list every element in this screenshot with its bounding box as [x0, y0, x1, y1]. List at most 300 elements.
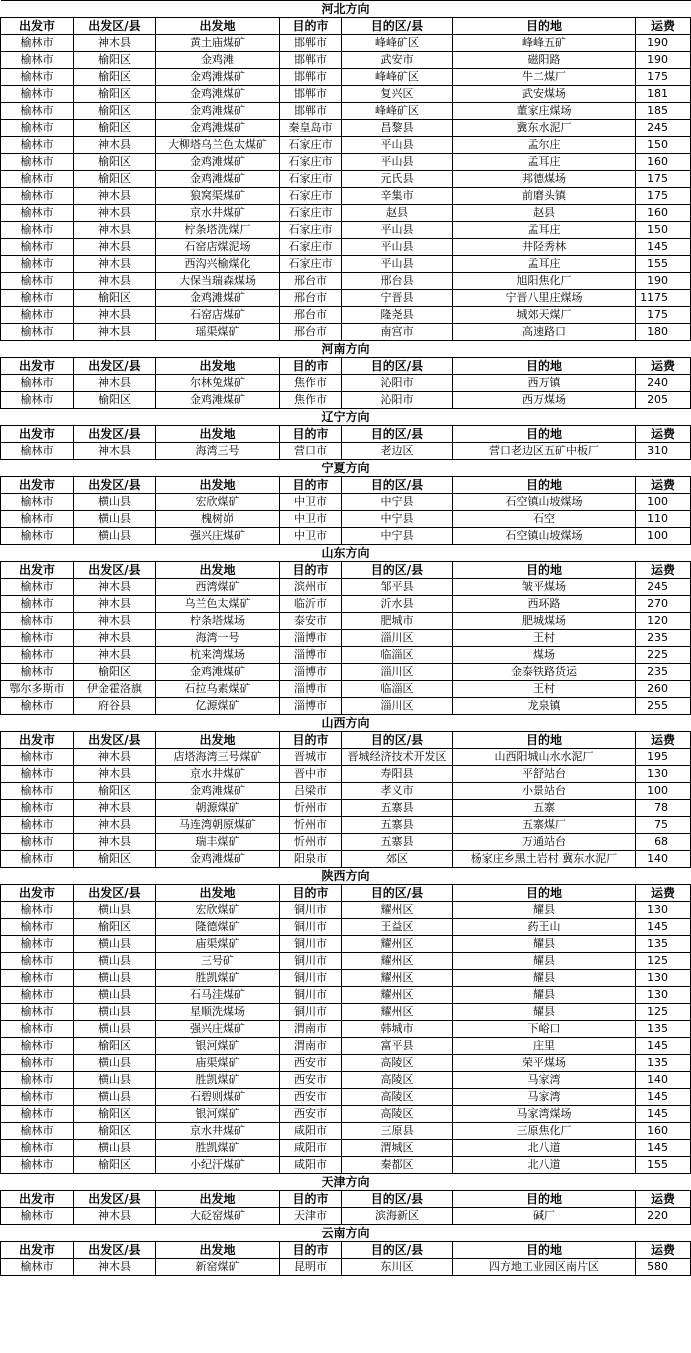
freight-fee-cell: 145	[636, 1140, 691, 1157]
table-row	[1, 630, 691, 647]
table-cell: 城郊天煤厂	[453, 307, 636, 324]
table-cell: 高陵区	[342, 1106, 453, 1123]
freight-fee-cell: 181	[636, 86, 691, 103]
table-cell: 邢台市	[280, 273, 342, 290]
table-row	[1, 817, 691, 834]
table-cell: 横山县	[74, 1004, 156, 1021]
table-cell: 三原县	[342, 1123, 453, 1140]
table-cell: 西安市	[280, 1072, 342, 1089]
section-title: 山东方向	[1, 545, 691, 562]
column-header-row	[1, 732, 691, 749]
table-cell: 晋城经济技术开发区	[342, 749, 453, 766]
table-cell: 老边区	[342, 443, 453, 460]
freight-fee-cell: 145	[636, 1089, 691, 1106]
table-cell: 五寨县	[342, 800, 453, 817]
freight-fee-cell: 310	[636, 443, 691, 460]
table-cell: 榆林市	[1, 511, 74, 528]
table-cell: 石家庄市	[280, 222, 342, 239]
table-cell: 杭来湾煤场	[156, 647, 280, 664]
table-cell: 淄博市	[280, 681, 342, 698]
table-cell: 强兴庄煤矿	[156, 1021, 280, 1038]
table-cell: 孟耳庄	[453, 222, 636, 239]
table-cell: 横山县	[74, 936, 156, 953]
table-cell: 榆阳区	[74, 52, 156, 69]
table-cell: 邢台县	[342, 273, 453, 290]
table-cell: 神木县	[74, 834, 156, 851]
table-cell: 榆林市	[1, 273, 74, 290]
table-row	[1, 1072, 691, 1089]
table-cell: 平山县	[342, 256, 453, 273]
table-cell: 赵县	[453, 205, 636, 222]
freight-fee-cell: 78	[636, 800, 691, 817]
table-cell: 横山县	[74, 1089, 156, 1106]
table-cell: 神木县	[74, 35, 156, 52]
table-cell: 强兴庄煤矿	[156, 528, 280, 545]
table-cell: 董家庄煤场	[453, 103, 636, 120]
column-header: 运费	[636, 358, 691, 375]
table-cell: 府谷县	[74, 698, 156, 715]
table-row	[1, 256, 691, 273]
table-cell: 天津市	[280, 1208, 342, 1225]
freight-fee-cell: 245	[636, 120, 691, 137]
table-cell: 秦都区	[342, 1157, 453, 1174]
table-cell: 榆林市	[1, 834, 74, 851]
section-title: 河北方向	[1, 1, 691, 18]
table-cell: 高陵区	[342, 1055, 453, 1072]
column-header: 运费	[636, 562, 691, 579]
table-cell: 石家庄市	[280, 154, 342, 171]
column-header: 目的地	[453, 18, 636, 35]
table-cell: 榆林市	[1, 1055, 74, 1072]
column-header: 出发市	[1, 732, 74, 749]
freight-fee-cell: 100	[636, 783, 691, 800]
table-cell: 峰峰矿区	[342, 35, 453, 52]
column-header: 出发市	[1, 477, 74, 494]
table-cell: 昌黎县	[342, 120, 453, 137]
freight-fee-cell: 150	[636, 222, 691, 239]
table-cell: 伊金霍洛旗	[74, 681, 156, 698]
table-cell: 邢台市	[280, 307, 342, 324]
table-cell: 淄博市	[280, 698, 342, 715]
table-cell: 神木县	[74, 579, 156, 596]
table-cell: 榆阳区	[74, 783, 156, 800]
table-cell: 武安煤场	[453, 86, 636, 103]
freight-fee-cell: 225	[636, 647, 691, 664]
table-cell: 孟耳庄	[453, 256, 636, 273]
table-cell: 淄博市	[280, 630, 342, 647]
table-cell: 横山县	[74, 494, 156, 511]
column-header: 出发区/县	[74, 477, 156, 494]
table-cell: 榆林市	[1, 35, 74, 52]
table-cell: 临淄区	[342, 647, 453, 664]
table-cell: 榆林市	[1, 120, 74, 137]
table-cell: 咸阳市	[280, 1157, 342, 1174]
table-cell: 铜川市	[280, 936, 342, 953]
column-header: 目的区/县	[342, 358, 453, 375]
freight-fee-cell: 1175	[636, 290, 691, 307]
column-header: 出发地	[156, 426, 280, 443]
table-row	[1, 664, 691, 681]
table-cell: 咸阳市	[280, 1123, 342, 1140]
table-row	[1, 528, 691, 545]
table-cell: 榆林市	[1, 307, 74, 324]
freight-fee-cell: 100	[636, 528, 691, 545]
table-cell: 庙渠煤矿	[156, 936, 280, 953]
table-cell: 铜川市	[280, 970, 342, 987]
table-cell: 下峪口	[453, 1021, 636, 1038]
table-cell: 磁阳路	[453, 52, 636, 69]
table-row	[1, 613, 691, 630]
table-row	[1, 579, 691, 596]
table-cell: 中卫市	[280, 511, 342, 528]
table-row	[1, 86, 691, 103]
section-title: 天津方向	[1, 1174, 691, 1191]
table-cell: 榆林市	[1, 52, 74, 69]
table-cell: 榆林市	[1, 664, 74, 681]
table-cell: 榆阳区	[74, 392, 156, 409]
column-header: 目的地	[453, 1242, 636, 1259]
table-row	[1, 800, 691, 817]
table-cell: 辛集市	[342, 188, 453, 205]
table-cell: 鄂尔多斯市	[1, 681, 74, 698]
table-cell: 金鸡滩煤矿	[156, 154, 280, 171]
table-cell: 王益区	[342, 919, 453, 936]
freight-fee-cell: 175	[636, 69, 691, 86]
column-header: 目的区/县	[342, 562, 453, 579]
column-header: 目的市	[280, 358, 342, 375]
table-cell: 三原焦化厂	[453, 1123, 636, 1140]
table-cell: 神木县	[74, 647, 156, 664]
column-header: 出发市	[1, 426, 74, 443]
table-cell: 忻州市	[280, 834, 342, 851]
table-cell: 榆林市	[1, 239, 74, 256]
table-row	[1, 596, 691, 613]
table-cell: 耀县	[453, 970, 636, 987]
table-cell: 榆林市	[1, 970, 74, 987]
table-cell: 横山县	[74, 1072, 156, 1089]
table-cell: 荣平煤场	[453, 1055, 636, 1072]
table-cell: 店塔海湾三号煤矿	[156, 749, 280, 766]
table-cell: 神木县	[74, 630, 156, 647]
freight-fee-cell: 130	[636, 766, 691, 783]
table-row	[1, 970, 691, 987]
freight-fee-cell: 135	[636, 1021, 691, 1038]
table-cell: 王村	[453, 681, 636, 698]
table-cell: 榆林市	[1, 902, 74, 919]
freight-fee-cell: 220	[636, 1208, 691, 1225]
column-header: 出发区/县	[74, 18, 156, 35]
column-header: 运费	[636, 426, 691, 443]
freight-fee-cell: 155	[636, 256, 691, 273]
table-cell: 中卫市	[280, 494, 342, 511]
column-header: 目的市	[280, 477, 342, 494]
column-header-row	[1, 562, 691, 579]
table-cell: 峰峰矿区	[342, 103, 453, 120]
table-cell: 金鸡滩煤矿	[156, 103, 280, 120]
column-header: 运费	[636, 1242, 691, 1259]
column-header-row	[1, 477, 691, 494]
column-header: 出发区/县	[74, 732, 156, 749]
table-cell: 孟耳庄	[453, 154, 636, 171]
table-cell: 寿阳县	[342, 766, 453, 783]
column-header: 出发地	[156, 732, 280, 749]
table-cell: 榆林市	[1, 528, 74, 545]
table-cell: 榆林市	[1, 783, 74, 800]
table-row	[1, 137, 691, 154]
table-cell: 碱厂	[453, 1208, 636, 1225]
table-cell: 山西阳城山水水泥厂	[453, 749, 636, 766]
table-cell: 榆林市	[1, 630, 74, 647]
table-cell: 高陵区	[342, 1089, 453, 1106]
table-cell: 三号矿	[156, 953, 280, 970]
column-header: 出发地	[156, 18, 280, 35]
table-cell: 石碧则煤矿	[156, 1089, 280, 1106]
table-cell: 神木县	[74, 222, 156, 239]
table-cell: 肥城市	[342, 613, 453, 630]
table-cell: 铜川市	[280, 953, 342, 970]
table-cell: 银河煤矿	[156, 1038, 280, 1055]
table-cell: 王村	[453, 630, 636, 647]
table-cell: 秦皇岛市	[280, 120, 342, 137]
freight-fee-cell: 190	[636, 273, 691, 290]
column-header: 出发地	[156, 885, 280, 902]
table-cell: 耀州区	[342, 936, 453, 953]
table-cell: 邢台市	[280, 324, 342, 341]
table-cell: 咸阳市	[280, 1140, 342, 1157]
table-cell: 马家湾	[453, 1089, 636, 1106]
column-header: 目的市	[280, 426, 342, 443]
table-cell: 海湾一号	[156, 630, 280, 647]
freight-fee-cell: 100	[636, 494, 691, 511]
table-cell: 平山县	[342, 222, 453, 239]
table-cell: 焦作市	[280, 392, 342, 409]
table-cell: 峰峰五矿	[453, 35, 636, 52]
table-cell: 孝义市	[342, 783, 453, 800]
table-cell: 邹平县	[342, 579, 453, 596]
column-header: 目的地	[453, 732, 636, 749]
table-row	[1, 392, 691, 409]
table-cell: 邦德煤场	[453, 171, 636, 188]
table-cell: 神木县	[74, 613, 156, 630]
table-cell: 神木县	[74, 375, 156, 392]
column-header-row	[1, 1242, 691, 1259]
table-cell: 金鸡滩煤矿	[156, 290, 280, 307]
table-cell: 石家庄市	[280, 171, 342, 188]
table-cell: 横山县	[74, 528, 156, 545]
table-cell: 榆阳区	[74, 69, 156, 86]
table-cell: 金鸡滩煤矿	[156, 783, 280, 800]
column-header: 出发市	[1, 18, 74, 35]
column-header: 运费	[636, 18, 691, 35]
freight-fee-cell: 160	[636, 154, 691, 171]
table-cell: 榆林市	[1, 800, 74, 817]
table-row	[1, 103, 691, 120]
table-cell: 神木县	[74, 766, 156, 783]
table-row	[1, 1038, 691, 1055]
table-cell: 吕梁市	[280, 783, 342, 800]
table-cell: 耀县	[453, 902, 636, 919]
table-cell: 石窑店煤矿	[156, 307, 280, 324]
table-row	[1, 273, 691, 290]
table-row	[1, 1140, 691, 1157]
table-cell: 西湾煤矿	[156, 579, 280, 596]
table-row	[1, 205, 691, 222]
table-cell: 京水井煤矿	[156, 205, 280, 222]
table-cell: 榆阳区	[74, 120, 156, 137]
table-cell: 尔林兔煤矿	[156, 375, 280, 392]
table-cell: 昆明市	[280, 1259, 342, 1276]
table-row	[1, 1055, 691, 1072]
table-cell: 邯郸市	[280, 35, 342, 52]
table-cell: 肥城煤场	[453, 613, 636, 630]
table-cell: 榆阳区	[74, 664, 156, 681]
table-cell: 榆阳区	[74, 1106, 156, 1123]
table-row	[1, 443, 691, 460]
table-cell: 晋中市	[280, 766, 342, 783]
column-header: 目的市	[280, 562, 342, 579]
section-title: 河南方向	[1, 341, 691, 358]
table-row	[1, 1208, 691, 1225]
table-cell: 横山县	[74, 1140, 156, 1157]
table-cell: 榆林市	[1, 1106, 74, 1123]
table-cell: 营口老边区五矿中板厂	[453, 443, 636, 460]
table-cell: 小景站台	[453, 783, 636, 800]
freight-fee-cell: 175	[636, 307, 691, 324]
table-row	[1, 1259, 691, 1276]
column-header: 目的市	[280, 885, 342, 902]
freight-fee-cell: 235	[636, 630, 691, 647]
table-cell: 石窑店煤泥场	[156, 239, 280, 256]
table-row	[1, 188, 691, 205]
table-cell: 平山县	[342, 154, 453, 171]
table-cell: 榆林市	[1, 69, 74, 86]
table-cell: 神木县	[74, 188, 156, 205]
section-title-row	[1, 868, 691, 885]
freight-fee-cell: 160	[636, 1123, 691, 1140]
table-cell: 金鸡滩煤矿	[156, 120, 280, 137]
table-row	[1, 307, 691, 324]
table-cell: 邯郸市	[280, 86, 342, 103]
table-cell: 铜川市	[280, 1004, 342, 1021]
table-cell: 阳泉市	[280, 851, 342, 868]
table-cell: 煤场	[453, 647, 636, 664]
table-cell: 四方地工业园区南片区	[453, 1259, 636, 1276]
column-header: 目的市	[280, 1191, 342, 1208]
table-cell: 马连湾朝原煤矿	[156, 817, 280, 834]
table-cell: 金泰铁路货运	[453, 664, 636, 681]
table-cell: 中卫市	[280, 528, 342, 545]
section-title-row	[1, 1225, 691, 1242]
column-header: 目的区/县	[342, 1191, 453, 1208]
table-cell: 金鸡滩煤矿	[156, 851, 280, 868]
table-row	[1, 987, 691, 1004]
freight-fee-cell: 190	[636, 35, 691, 52]
table-cell: 金鸡滩煤矿	[156, 69, 280, 86]
section-title-row	[1, 341, 691, 358]
table-cell: 药王山	[453, 919, 636, 936]
table-row	[1, 120, 691, 137]
table-cell: 柠条塔洗煤厂	[156, 222, 280, 239]
table-cell: 淄博市	[280, 664, 342, 681]
table-cell: 隆德煤矿	[156, 919, 280, 936]
table-cell: 神木县	[74, 817, 156, 834]
table-cell: 平舒站台	[453, 766, 636, 783]
column-header: 目的地	[453, 358, 636, 375]
column-header: 目的市	[280, 18, 342, 35]
table-cell: 武安市	[342, 52, 453, 69]
table-cell: 石家庄市	[280, 188, 342, 205]
table-cell: 小纪汗煤矿	[156, 1157, 280, 1174]
table-cell: 铜川市	[280, 987, 342, 1004]
table-cell: 榆林市	[1, 919, 74, 936]
freight-fee-cell: 130	[636, 902, 691, 919]
column-header: 目的地	[453, 1191, 636, 1208]
table-cell: 焦作市	[280, 375, 342, 392]
table-cell: 榆林市	[1, 290, 74, 307]
table-cell: 庙渠煤矿	[156, 1055, 280, 1072]
table-cell: 榆林市	[1, 1072, 74, 1089]
table-cell: 北八道	[453, 1157, 636, 1174]
table-cell: 榆林市	[1, 154, 74, 171]
table-cell: 榆林市	[1, 749, 74, 766]
table-cell: 神木县	[74, 137, 156, 154]
table-row	[1, 936, 691, 953]
table-cell: 胜凯煤矿	[156, 970, 280, 987]
table-cell: 西安市	[280, 1106, 342, 1123]
column-header: 出发市	[1, 1242, 74, 1259]
table-cell: 星顺洗煤场	[156, 1004, 280, 1021]
table-cell: 五寨	[453, 800, 636, 817]
table-cell: 高速路口	[453, 324, 636, 341]
table-cell: 邢台市	[280, 290, 342, 307]
table-cell: 榆林市	[1, 188, 74, 205]
table-row	[1, 239, 691, 256]
table-cell: 神木县	[74, 256, 156, 273]
table-cell: 横山县	[74, 987, 156, 1004]
table-cell: 榆阳区	[74, 171, 156, 188]
table-cell: 榆林市	[1, 1123, 74, 1140]
table-cell: 石马洼煤矿	[156, 987, 280, 1004]
table-cell: 耀县	[453, 953, 636, 970]
column-header: 运费	[636, 885, 691, 902]
table-cell: 临沂市	[280, 596, 342, 613]
table-cell: 马家湾煤场	[453, 1106, 636, 1123]
section-title-row	[1, 460, 691, 477]
table-cell: 耀州区	[342, 902, 453, 919]
column-header: 目的区/县	[342, 885, 453, 902]
table-cell: 石家庄市	[280, 137, 342, 154]
table-cell: 铜川市	[280, 902, 342, 919]
table-cell: 榆阳区	[74, 154, 156, 171]
table-cell: 金鸡滩煤矿	[156, 664, 280, 681]
table-cell: 中宁县	[342, 494, 453, 511]
column-header: 目的市	[280, 732, 342, 749]
table-cell: 榆林市	[1, 1140, 74, 1157]
table-cell: 韩城市	[342, 1021, 453, 1038]
table-cell: 榆林市	[1, 936, 74, 953]
freight-fee-cell: 190	[636, 52, 691, 69]
table-cell: 榆林市	[1, 987, 74, 1004]
table-cell: 旭阳焦化厂	[453, 273, 636, 290]
column-header: 出发地	[156, 358, 280, 375]
table-cell: 榆林市	[1, 1038, 74, 1055]
table-cell: 淄川区	[342, 630, 453, 647]
table-row	[1, 647, 691, 664]
column-header: 出发地	[156, 1191, 280, 1208]
table-cell: 宏欣煤矿	[156, 494, 280, 511]
table-cell: 赵县	[342, 205, 453, 222]
section-title: 陕西方向	[1, 868, 691, 885]
